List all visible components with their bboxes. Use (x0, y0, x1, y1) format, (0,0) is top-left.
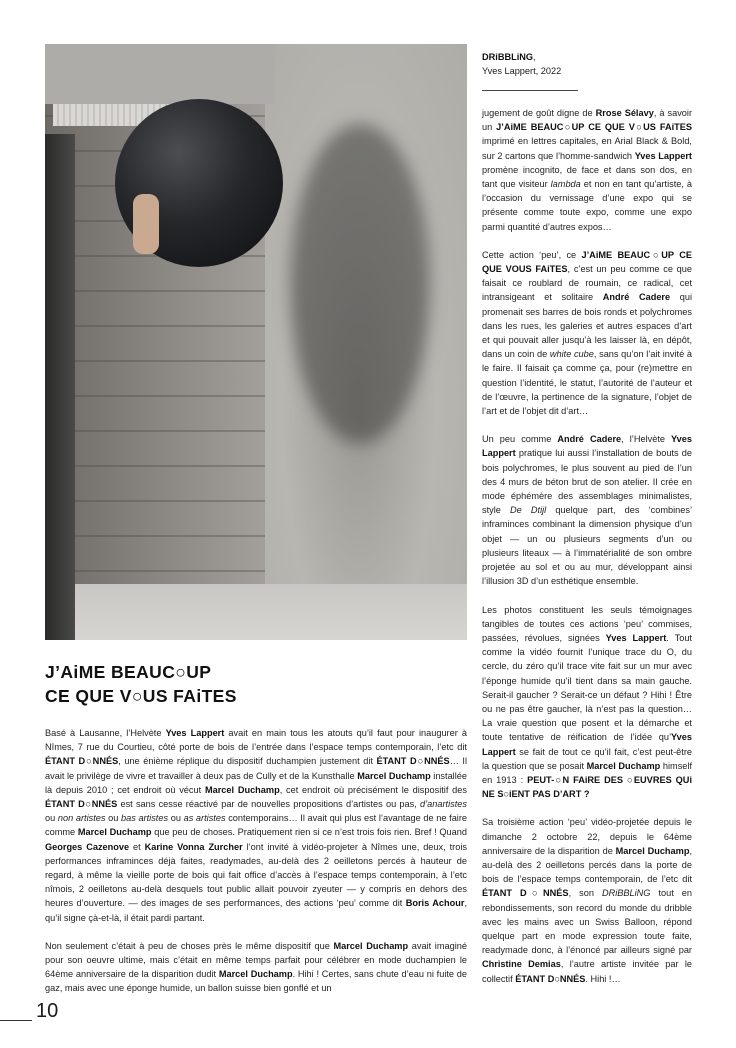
emphasis-bold: André Cadere (557, 434, 622, 445)
page-number-rule (0, 1020, 32, 1021)
paragraph: Les photos constituent les seuls témoignages tangibles de toutes ces actions ‘peu’ commises, passées, révolues, signées Yves Lappert. Tout comme la vidéo fournit l’unique trace du O, du cercle, du zéro qu’il trace vite fait sur un mur avec l’éponge humide qu’il tient dans sa main gauche. Serait-il gaucher ? Serait-ce un défaut ? Hihi ! Être ou ne pas être gaucher, là n’est pas la question… La vraie question que posent et la démarche et toute tentative de réification de l’idée qu’Yves Lappert se fait de tout ce qu’il fait, c’est peut-être la question que se posait Marcel Duchamp himself en 1913 : PEUT-○N FAiRE DES ○EUVRES QUi NE S○iENT PAS D’ART ? (482, 604, 693, 800)
emphasis-bold: J’AiME BEAUC○UP CE QUE V○US FAiTES (496, 122, 692, 133)
caption-work-title: DRiBBLiNG (482, 52, 534, 62)
emphasis-italic: DRiBBLiNG (601, 888, 651, 899)
paragraph: Basé à Lausanne, l’Helvète Yves Lappert avait en main tous les atouts qu’il faut pour inaugurer à Nîmes, 7 rue du Courtieu, côté porte de bois de l’entrée dans l’espace temps contemporain, l’etc dit ÉTANT D○NNÉS, une énième réplique du dispositif duchampien justement dit ÉTANT D○NNÉS… Il avait le privilège de vivre et travailler à deux pas de Cully et de la Kunsthalle Marcel Duchamp installée là depuis 2010 ; cet endroit où vécut Marcel Duchamp, cet endroit où précisément le dispositif des ÉTANT D○NNÉS est sans cesse réactivé par de nouvelles propositions d’artistes ou pas, d’anartistes ou non artistes ou bas artistes ou as artistes contemporains… Il avait qui plus est l’avantage de ne faire comme Marcel Duchamp que peu de choses. Pratiquement rien si ce n’est trois fois rien. Bref ! Quand Georges Cazenove et Karine Vonna Zurcher l’ont invité à vidéo-projeter à Nîmes une, deux, trois performances inframinces déjà faites, readymades, au-delà des 2 oeilletons percés à hauteur de regard, à même la vieille porte de bois qui fait office d’accès à l’espace temps contemporain, à l’etc nîmois, 2 oeilletons au-delà desquels tout public allait pouvoir zyeuter — y compris en dehors des heures d’ouverture. — des images de ses performances, des actions ‘peu’ comme dit Boris Achour, qu’il signe çà-et-là, il était pardi partant. (45, 728, 468, 923)
emphasis-bold: PEUT-○N FAiRE DES ○EUVRES QUi NE S○iENT PAS D’ART ? (482, 774, 692, 800)
emphasis-bold: Boris Achour (405, 898, 465, 909)
emphasis-bold: André Cadere (602, 292, 671, 303)
emphasis-bold: Marcel Duchamp (218, 969, 293, 980)
article-column-right (482, 106, 692, 1000)
emphasis-bold: Georges Cazenove (45, 841, 130, 852)
title-line-2: CE QUE V○US FAiTES (45, 686, 237, 706)
article-column-left (45, 726, 467, 1010)
emphasis-bold: Yves Lappert (165, 728, 225, 738)
article-title (45, 660, 465, 708)
ceiling (45, 44, 275, 104)
emphasis-bold: ÉTANT D○NNÉS (45, 799, 118, 810)
emphasis-bold: Marcel Duchamp (333, 940, 409, 951)
emphasis-bold: ÉTANT D○NNÉS (515, 973, 586, 984)
ball-shadow (290, 124, 430, 444)
emphasis-bold: Marcel Duchamp (77, 827, 152, 838)
emphasis-bold: Marcel Duchamp (586, 760, 661, 771)
emphasis-bold: Christine Demias (482, 959, 561, 970)
emphasis-bold: Marcel Duchamp (615, 845, 690, 856)
hand (133, 194, 159, 254)
paragraph: Non seulement c’était à peu de choses près le même dispositif que Marcel Duchamp avait imaginé pour son oeuvre ultime, mais c’était en même temps parfait pour célébrer en mode duchampien le 64ème anniversaire de la disparition dudit Marcel Duchamp. Hihi ! Certes, sans chute d’eau ni fuite de gaz, mais avec une éponge humide, un ballon suisse bien gonflé et un (45, 940, 468, 994)
paragraph: Sa troisième action ‘peu’ vidéo-projetée depuis le dimanche 2 octobre 22, depuis le 64ème anniversaire de la disparition de Marcel Duchamp, au-delà des 2 oeilletons percés dans la porte de bois de l’espace temps contemporain, de l’etc dit ÉTANT D○NNÉS, son DRiBBLiNG tout en rebondissements, son record du monde du dribble avec les mains avec un Swiss Balloon, répond quelque part en mode expression toute faite, readymade donc, à l’énoncé par ailleurs signé par Christine Demias, l’autre artiste invitée par le collectif ÉTANT D○NNÉS. Hihi !… (482, 817, 692, 984)
emphasis-bold: Marcel Duchamp (204, 784, 280, 795)
artwork-photo (45, 44, 467, 640)
caption-credit: Yves Lappert, 2022 (482, 66, 562, 76)
floor (45, 584, 467, 640)
emphasis-bold: Yves Lappert (605, 632, 667, 643)
photo-caption (482, 50, 692, 91)
emphasis-italic: non artistes (57, 813, 106, 824)
emphasis-bold: Yves Lappert (634, 150, 692, 161)
emphasis-italic: d’anartistes (420, 799, 467, 810)
caption-divider (482, 90, 578, 91)
paragraph: jugement de goût digne de Rrose Sélavy, à savoir un J’AiME BEAUC○UP CE QUE V○US FAiTES imprimé en lettres capitales, en Arial Black & Bold, sur 2 cartons que l’homme-sandwich Yves Lappert promène incognito, de face et dans son dos, en tant que visiteur lambda et non en tant qu’artiste, à l’occasion du vernissage d’une expo qui se présente comme toute expo, comme une expo parmi quantité d’autres expos… (482, 108, 693, 232)
emphasis-bold: Rrose Sélavy (595, 108, 654, 118)
person-figure (45, 134, 75, 640)
emphasis-bold: ÉTANT D○NNÉS (45, 756, 119, 767)
emphasis-bold: Karine Vonna Zurcher (144, 841, 243, 852)
emphasis-italic: as artistes (183, 813, 226, 824)
emphasis-bold: Yves Lappert (482, 732, 692, 757)
emphasis-bold: J’AiME BEAUC○UP CE QUE VOUS FAiTES (482, 249, 692, 275)
paragraph: Cette action ‘peu’, ce J’AiME BEAUC○UP CE QUE VOUS FAiTES, c’est un peu comme ce que faisait ce roublard de roumain, ce radical, cet intransigeant et solitaire André Cadere qui promenait ses barres de bois ronds et polychromes dans les rues, les galeries et autres espaces d’art et qui pouvait aller jusqu’à les laisser là, en dépôt, dans un coin de white cube, sans qu’on l’ait invité à le faire. Il faisait ça comme ça, pour (re)mettre en question l’identité, le statut, l’autorité de l’auteur et de l’œuvre, la pertinence de la signature, l’objet de l’art et de l’objet dit d’art… (482, 249, 693, 417)
title-line-1: J’AiME BEAUC○UP (45, 662, 212, 682)
emphasis-italic: bas artistes (120, 813, 169, 824)
paragraph: Un peu comme André Cadere, l’Helvète Yves Lappert pratique lui aussi l’installation de bouts de bois polychromes, le plus souvent au pied de l’un des 4 murs de béton brut de son atelier. Il crée en mode éphémère des assemblages minimalistes, style De Dtijl quelque part, des ‘combines’ inframinces combinant la dimension physique d’un objet — un ou plusieurs segments d’un ou plusieurs liteaux — à l’immatérialité de son ombre projetée au sol et ou au mur, développant ainsi l’illusion 3D d’un esthétique ensemble. (482, 434, 692, 587)
emphasis-bold: ÉTANT D○NNÉS (376, 756, 450, 767)
emphasis-bold: Marcel Duchamp (357, 770, 431, 781)
emphasis-bold: Yves Lappert (482, 434, 692, 459)
emphasis-bold: ÉTANT D○NNÉS (482, 888, 569, 899)
page-number: 10 (36, 1000, 59, 1022)
emphasis-italic: De Dtijl (510, 505, 547, 516)
emphasis-italic: white cube (549, 349, 594, 360)
emphasis-italic: lambda (550, 179, 581, 190)
caption-comma: , (533, 52, 536, 62)
